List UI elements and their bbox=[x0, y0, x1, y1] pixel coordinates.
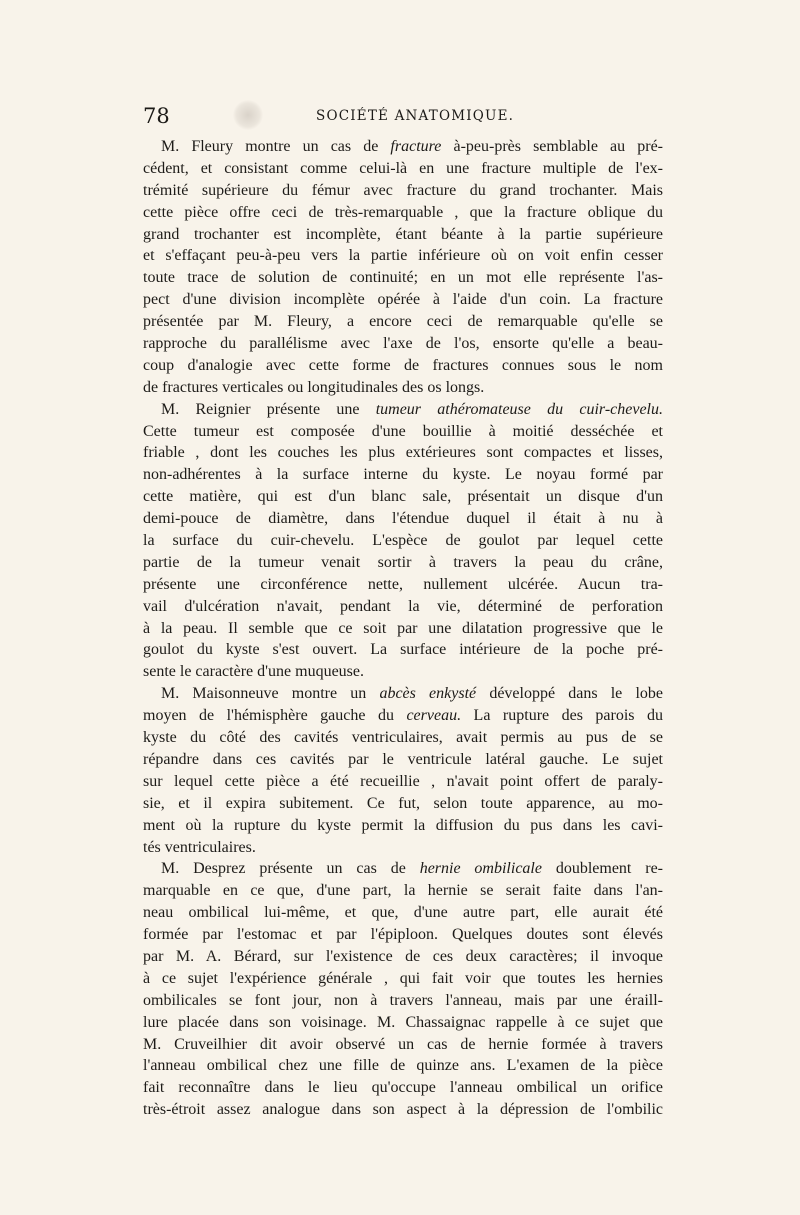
text-line: présente une circonférence nette, nullement ulcérée. Aucun tra- bbox=[143, 575, 663, 593]
body-text bbox=[143, 136, 663, 1121]
text-line: partie de la tumeur venait sortir à travers la peau du crâne, bbox=[143, 553, 663, 571]
text-line: à ce sujet l'expérience générale , qui fait voir que toutes les hernies bbox=[143, 969, 663, 987]
text-line: très-étroit assez analogue dans son aspect à la dépression de l'ombilic bbox=[143, 1101, 663, 1119]
text-line: coup d'analogie avec cette forme de fractures connues sous le nom bbox=[143, 356, 663, 374]
text-line: l'anneau ombilical chez une fille de quinze ans. L'examen de la pièce bbox=[143, 1057, 663, 1075]
italic-term: cerveau. bbox=[406, 707, 462, 725]
text-line: Cette tumeur est composée d'une bouillie à moitié desséchée et bbox=[143, 422, 663, 440]
italic-term: hernie ombilicale bbox=[419, 860, 542, 878]
text-line: ombilicales se font jour, non à travers l'anneau, mais par une éraill- bbox=[143, 991, 663, 1009]
text-line: friable , dont les couches les plus extérieures sont compactes et lisses, bbox=[143, 444, 663, 462]
text-line: M. Desprez présente un cas de hernie ombilicale doublement re- bbox=[161, 860, 663, 878]
page-header bbox=[143, 104, 673, 134]
text-line: grand trochanter est incomplète, étant béante à la partie supérieure bbox=[143, 225, 663, 243]
paragraph bbox=[143, 399, 663, 684]
text-line: non-adhérentes à la surface interne du kyste. Le noyau formé par bbox=[143, 466, 663, 484]
text-line: cette pièce offre ceci de très-remarquable , que la fracture oblique du bbox=[143, 203, 663, 221]
text-line: M. Cruveilhier dit avoir observé un cas de hernie formée à travers bbox=[143, 1035, 663, 1053]
library-stamp-mark bbox=[233, 100, 263, 130]
text-line: sie, et il expira subitement. Ce fut, selon toute apparence, au mo- bbox=[143, 794, 663, 812]
running-head: SOCIÉTÉ ANATOMIQUE. bbox=[316, 108, 515, 124]
text-line: marquable en ce que, d'une part, la hernie se serait faite dans l'an- bbox=[143, 882, 663, 900]
text-line: lure placée dans son voisinage. M. Chassaignac rappelle à ce sujet que bbox=[143, 1013, 663, 1031]
paragraph bbox=[143, 136, 663, 399]
text-line: présentée par M. Fleury, a encore ceci de remarquable qu'elle se bbox=[143, 313, 663, 331]
paragraph bbox=[143, 858, 663, 1121]
text-line: à la peau. Il semble que ce soit par une dilatation progressive que le bbox=[143, 619, 663, 637]
italic-term: fracture bbox=[390, 138, 442, 155]
text-line: pect d'une division incomplète opérée à l'aide d'un coin. La fracture bbox=[143, 291, 663, 309]
text-line: M. Fleury montre un cas de fracture à-peu-près semblable au pré- bbox=[161, 138, 663, 155]
text-line: M. Maisonneuve montre un abcès enkysté développé dans le lobe bbox=[161, 685, 663, 703]
text-line: sente le caractère d'une muqueuse. bbox=[143, 663, 364, 681]
text-line: formée par l'estomac et par l'épiploon. Quelques doutes sont élevés bbox=[143, 926, 663, 944]
text-line: goulot du kyste s'est ouvert. La surface intérieure de la poche pré- bbox=[143, 641, 663, 659]
text-line: par M. A. Bérard, sur l'existence de ces deux caractères; il invoque bbox=[143, 947, 663, 965]
text-line: trémité supérieure du fémur avec fracture du grand trochanter. Mais bbox=[143, 181, 663, 199]
paragraph bbox=[143, 683, 663, 858]
text-line: moyen de l'hémisphère gauche du cerveau. La rupture des parois du bbox=[143, 707, 663, 725]
text-line: kyste du côté des cavités ventriculaires, avait permis au pus de se bbox=[143, 729, 663, 747]
text-line: vail d'ulcération n'avait, pendant la vie, déterminé de perforation bbox=[143, 597, 663, 615]
text-line: sur lequel cette pièce a été recueillie , n'avait point offert de paraly- bbox=[143, 772, 663, 790]
page-number: 78 bbox=[143, 104, 170, 128]
text-line: fait reconnaître dans le lieu qu'occupe l'anneau ombilical un orifice bbox=[143, 1079, 663, 1097]
text-line: répandre dans ces cavités par le ventricule latéral gauche. Le sujet bbox=[143, 750, 663, 768]
text-line: toute trace de solution de continuité; en un mot elle représente l'as- bbox=[143, 269, 663, 287]
text-line: cette matière, qui est d'un blanc sale, présentait un disque d'un bbox=[143, 488, 663, 506]
italic-term: abcès enkysté bbox=[379, 685, 477, 703]
text-line: demi-pouce de diamètre, dans l'étendue duquel il était à nu à bbox=[143, 510, 663, 528]
text-line: rapproche du parallélisme avec l'axe de l'os, ensorte qu'elle a beau- bbox=[143, 335, 663, 353]
text-line: M. Reignier présente une tumeur athéromateuse du cuir-chevelu. bbox=[161, 400, 663, 418]
italic-term: tumeur athéromateuse du cuir-chevelu. bbox=[375, 400, 663, 418]
text-line: cédent, et consistant comme celui-là en une fracture multiple de l'ex- bbox=[143, 159, 663, 177]
text-line: ment où la rupture du kyste permit la diffusion du pus dans les cavi- bbox=[143, 816, 663, 834]
text-line: et s'effaçant peu-à-peu vers la partie inférieure où on voit enfin cesser bbox=[143, 247, 663, 265]
text-line: la surface du cuir-chevelu. L'espèce de goulot par lequel cette bbox=[143, 532, 663, 550]
text-line: neau ombilical lui-même, et que, d'une autre part, elle aurait été bbox=[143, 904, 663, 922]
text-line: tés ventriculaires. bbox=[143, 838, 256, 856]
text-line: de fractures verticales ou longitudinales des os longs. bbox=[143, 378, 485, 396]
